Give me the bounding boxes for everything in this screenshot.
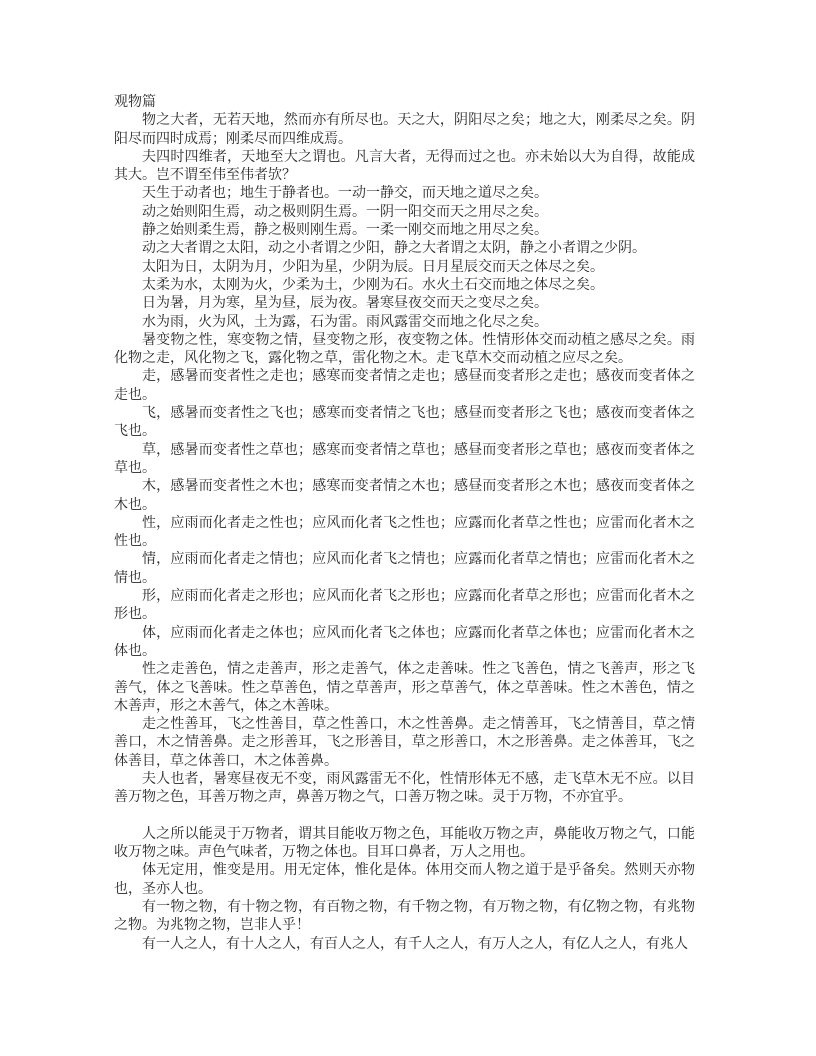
paragraph: 夫四时四维者，天地至大之谓也。凡言大者，无得而过之也。亦未始以大为自得，故能成其大。岂不谓至伟至伟者欤？ — [114, 149, 695, 184]
document-body — [114, 112, 695, 954]
blank-line — [114, 808, 695, 826]
paragraph: 夫人也者，暑寒昼夜无不变，雨风露雷无不化，性情形体无不感，走飞草木无不应。以目善万物之色，耳善万物之声，鼻善万物之气，口善万物之味。灵于万物，不亦宜乎。 — [114, 771, 695, 806]
paragraph: 天生于动者也；地生于静者也。一动一静交，而天地之道尽之矣。 — [142, 186, 548, 202]
paragraph: 人之所以能灵于万物者，谓其目能收万物之色，耳能收万物之声，鼻能收万物之气，口能收万物之味。声色气味者，万物之体也。目耳口鼻者，万人之用也。 — [114, 826, 695, 861]
paragraph: 暑变物之性，寒变物之情，昼变物之形，夜变物之体。性情形体交而动植之感尽之矣。雨化物之走，风化物之飞，露化物之草，雷化物之木。走飞草木交而动植之应尽之矣。 — [114, 332, 695, 367]
paragraph: 情，应雨而化者走之情也；应风而化者飞之情也；应露而化者草之情也；应雷而化者木之情也。 — [114, 552, 695, 586]
paragraph: 体，应雨而化者走之体也；应风而化者飞之体也；应露而化者草之体也；应雷而化者木之体也。 — [114, 625, 695, 659]
paragraph: 水为雨，火为风，土为露，石为雷。雨风露雷交而地之化尽之矣。 — [142, 314, 548, 330]
paragraph: 形，应雨而化者走之形也；应风而化者飞之形也；应露而化者草之形也；应雷而化者木之形也。 — [114, 589, 695, 623]
paragraph: 日为暑，月为寒，星为昼，辰为夜。暑寒昼夜交而天之变尽之矣。 — [142, 296, 548, 312]
paragraph: 走之性善耳，飞之性善目，草之性善口，木之性善鼻。走之情善耳，飞之情善目，草之情善口，木之情善鼻。走之形善耳，飞之形善目，草之形善口，木之形善鼻。走之体善耳，飞之体善目，草之体善口，木之体善鼻。 — [114, 717, 695, 769]
paragraph: 有一人之人，有十人之人，有百人之人，有千人之人，有万人之人，有亿人之人，有兆人 — [142, 936, 688, 952]
paragraph: 动之始则阳生焉，动之极则阴生焉。一阴一阳交而天之用尽之矣。 — [142, 204, 548, 220]
document-title: 观物篇 — [114, 95, 156, 110]
paragraph: 木，感暑而变者性之木也；感寒而变者情之木也；感昼而变者形之木也；感夜而变者体之木也。 — [114, 479, 695, 513]
paragraph: 有一物之物，有十物之物，有百物之物，有千物之物，有万物之物，有亿物之物，有兆物之物。为兆物之物，岂非人乎！ — [114, 900, 695, 934]
paragraph: 飞，感暑而变者性之飞也；感寒而变者情之飞也；感昼而变者形之飞也；感夜而变者体之飞也。 — [114, 406, 695, 440]
paragraph: 性，应雨而化者走之性也；应风而化者飞之性也；应露而化者草之性也；应雷而化者木之性也。 — [114, 515, 695, 550]
paragraph: 动之大者谓之太阳，动之小者谓之少阳，静之大者谓之太阴，静之小者谓之少阴。 — [142, 241, 646, 257]
document-content — [114, 94, 695, 954]
paragraph: 太阳为日，太阴为月，少阳为星，少阴为辰。日月星辰交而天之体尽之矣。 — [142, 259, 604, 275]
paragraph: 走，感暑而变者性之走也；感寒而变者情之走也；感昼而变者形之走也；感夜而变者体之走也。 — [114, 369, 695, 403]
paragraph: 物之大者，无若天地，然而亦有所尽也。天之大，阴阳尽之矣；地之大，刚柔尽之矣。阴阳尽而四时成焉；刚柔尽而四维成焉。 — [114, 113, 695, 147]
paragraph: 草，感暑而变者性之草也；感寒而变者情之草也；感昼而变者形之草也；感夜而变者体之草也。 — [114, 442, 695, 476]
paragraph: 太柔为水，太刚为火，少柔为土，少刚为石。水火土石交而地之体尽之矣。 — [142, 277, 604, 293]
paragraph: 体无定用，惟变是用。用无定体，惟化是体。体用交而人物之道于是乎备矣。然则天亦物也，圣亦人也。 — [114, 863, 695, 897]
paragraph: 性之走善色，情之走善声，形之走善气，体之走善味。性之飞善色，情之飞善声，形之飞善气，体之飞善味。性之草善色，情之草善声，形之草善气，体之草善味。性之木善色，情之木善声，形之木善气，体之木善味。 — [114, 662, 695, 714]
paragraph: 静之始则柔生焉，静之极则刚生焉。一柔一刚交而地之用尽之矣。 — [142, 223, 548, 239]
